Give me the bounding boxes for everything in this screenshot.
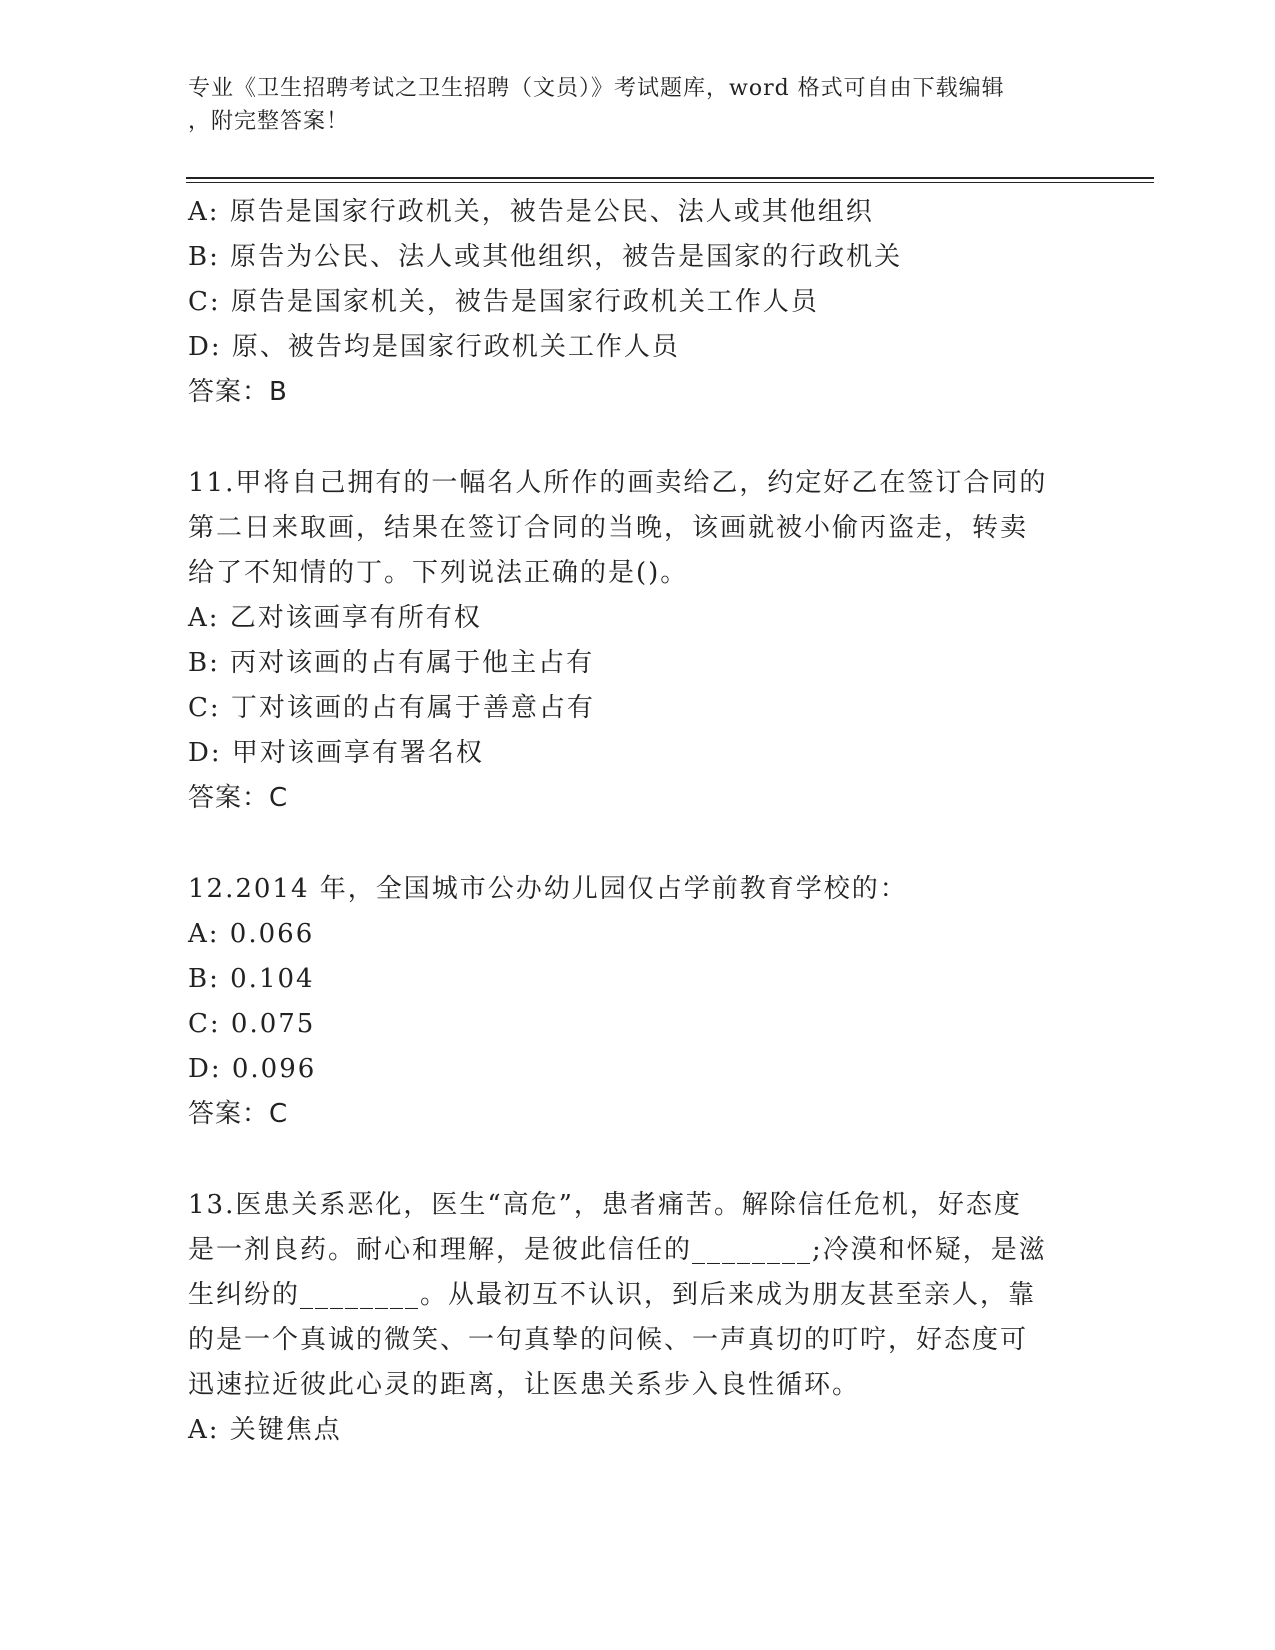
option-a: A: 乙对该画享有所有权 [188, 603, 482, 633]
option-c: C: 原告是国家机关，被告是国家行政机关工作人员 [188, 287, 819, 317]
option-b: B: 丙对该画的占有属于他主占有 [188, 648, 595, 678]
header-rule-thick [186, 177, 1154, 179]
answer-line: 答案：B [188, 377, 288, 407]
question-10 [188, 190, 1088, 415]
option-d: D: 甲对该画享有署名权 [188, 738, 484, 768]
question-12 [188, 867, 1088, 1137]
header-line-2: ，附完整答案！ [188, 109, 350, 134]
question-stem-line: 11.甲将自己拥有的一幅名人所作的画卖给乙，约定好乙在签订合同的 [188, 468, 1048, 498]
question-stem-line: 12.2014 年，全国城市公办幼儿园仅占学前教育学校的： [188, 874, 908, 904]
option-d: D: 0.096 [188, 1054, 317, 1084]
question-stem-line: 第二日来取画，结果在签订合同的当晚，该画就被小偷丙盗走，转卖 [188, 513, 1029, 543]
option-c: C: 0.075 [188, 1009, 316, 1039]
header-line-1: 专业《卫生招聘考试之卫生招聘（文员）》考试题库，word 格式可自由下载编辑 [188, 76, 1005, 101]
document-header [188, 72, 1068, 138]
option-b: B: 0.104 [188, 964, 315, 994]
question-stem-line: 的是一个真诚的微笑、一句真挚的问候、一声真切的叮咛，好态度可 [188, 1325, 1029, 1355]
question-stem-line: 迅速拉近彼此心灵的距离，让医患关系步入良性循环。 [188, 1370, 861, 1400]
header-rule-thin [186, 182, 1154, 183]
answer-line: 答案：C [188, 1099, 289, 1129]
option-a: A: 关键焦点 [188, 1415, 342, 1445]
question-stem-line: 是一剂良药。耐心和理解，是彼此信任的________;冷漠和怀疑，是滋 [188, 1235, 1047, 1265]
question-stem-line: 13.医患关系恶化，医生“高危”，患者痛苦。解除信任危机，好态度 [188, 1190, 1022, 1220]
question-list [188, 190, 1088, 1453]
question-stem-line: 给了不知情的丁。下列说法正确的是()。 [188, 558, 689, 588]
option-a: A: 0.066 [188, 919, 315, 949]
question-13 [188, 1183, 1088, 1453]
option-c: C: 丁对该画的占有属于善意占有 [188, 693, 595, 723]
question-11 [188, 461, 1088, 821]
option-d: D: 原、被告均是国家行政机关工作人员 [188, 332, 680, 362]
option-a: A: 原告是国家行政机关，被告是公民、法人或其他组织 [188, 197, 874, 227]
option-b: B: 原告为公民、法人或其他组织，被告是国家的行政机关 [188, 242, 903, 272]
question-stem-line: 生纠纷的________。从最初互不认识，到后来成为朋友甚至亲人，靠 [188, 1280, 1037, 1310]
answer-line: 答案：C [188, 783, 289, 813]
